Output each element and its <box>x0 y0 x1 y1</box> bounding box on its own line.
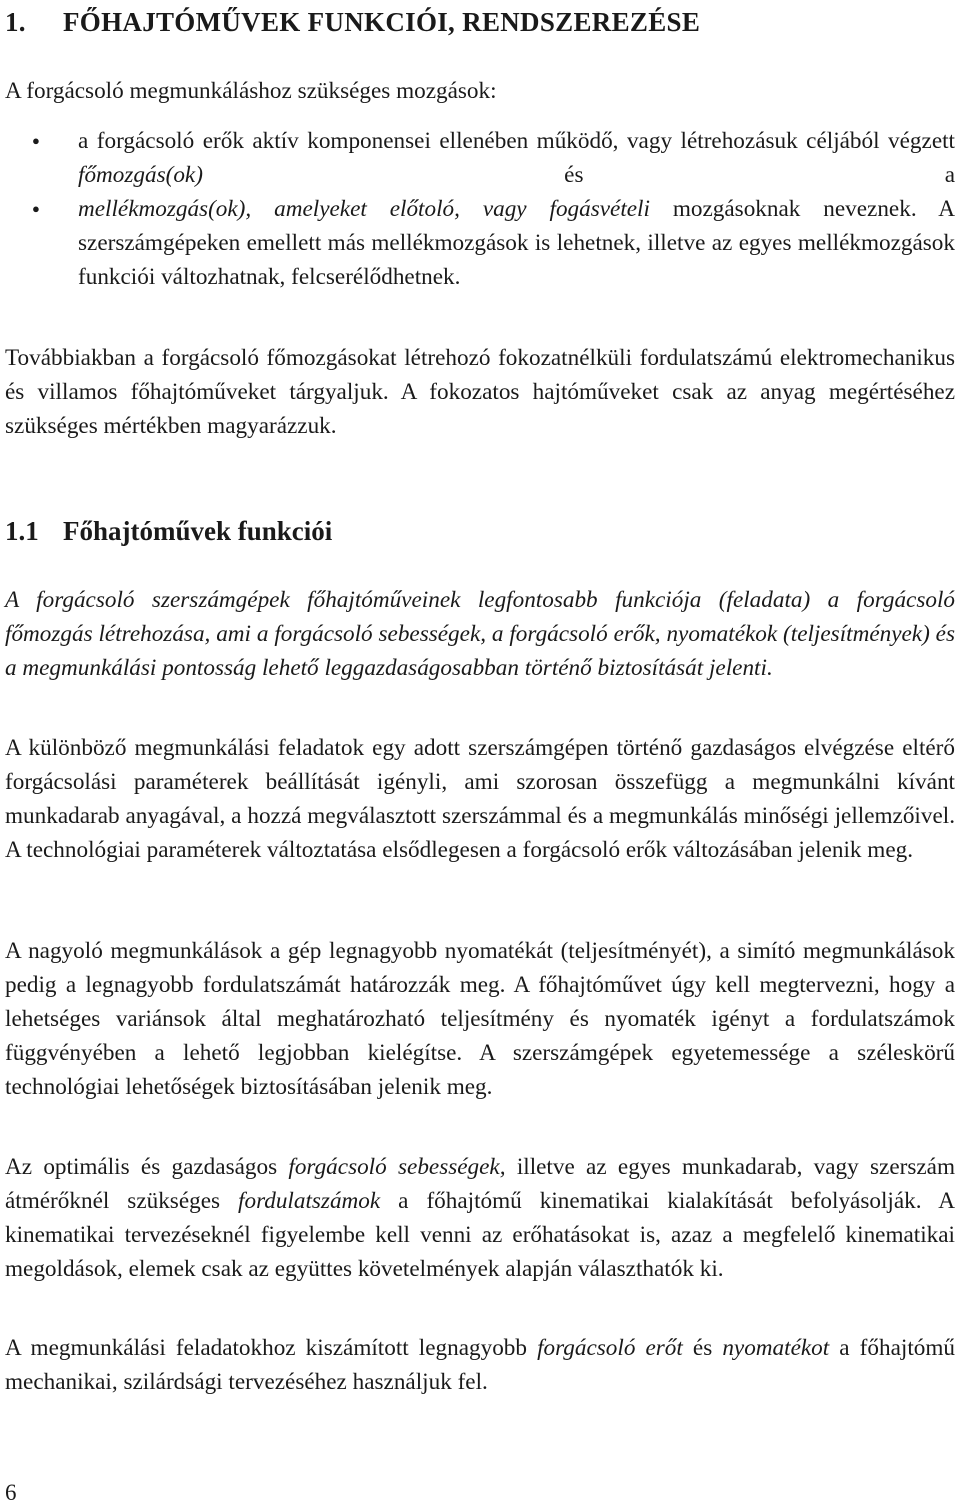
paragraph-kinematics: Az optimális és gazdaságos forgácsoló sebességek, illetve az egyes munkadarab, vagy szerszám átmérőknél szükséges fordulatszámok a főhajtómű kinematikai kialakítását befolyásolják. A kinematikai tervezéseknél figyelembe kell venni az erőhatásokat is, azaz a megfelelő kinematikai megoldások, elemek csak az együttes követelmények alapján választhatók ki. <box>5 1154 955 1282</box>
chapter-number: 1. <box>5 7 26 37</box>
paragraph-function: A forgácsoló szerszámgépek főhajtóműveinek legfontosabb funkciója (feladata) a forgácsoló főmozgás létrehozása, ami a forgácsoló sebességek, a forgácsoló erők, nyomatékok (teljesítmények) és a megmunkálási pontosság lehető leggazdaságosabban történő biztosítását jelenti. <box>5 587 955 681</box>
section-heading <box>5 513 332 549</box>
list-item-secondary-motion: ● mellékmozgás(ok), amelyeket előtoló, vagy fogásvételi mozgásoknak neveznek. A szerszámgépeken emellett más mellékmozgások is lehetnek, illetve az egyes mellékmozgások funkciói változhatnak, felcserélődhetnek. <box>5 192 955 294</box>
paragraph-strength: A megmunkálási feladatokhoz kiszámított legnagyobb forgácsoló erőt és nyomatékot a főhajtómű mechanikai, szilárdsági tervezéséhez használjuk fel. <box>5 1335 955 1395</box>
list-item-main-motion: ● a forgácsoló erők aktív komponensei ellenében működő, vagy létrehozásuk céljából végzett főmozgás(ok) és a <box>5 124 955 192</box>
chapter-heading <box>5 4 700 40</box>
paragraph-parameters: A különböző megmunkálási feladatok egy adott szerszámgépen történő gazdaságos elvégzése eltérő forgácsolási paraméterek beállítását igényli, ami szorosan összefügg a megmunkálni kívánt munkadarab anyagával, a hozzá megválasztott szerszámmal és a megmunkálás minőségi jellemzőivel. A technológiai paraméterek változtatása elsődlegesen a forgácsoló erők változásában jelenik meg. <box>5 735 955 863</box>
intro-text: A forgácsoló megmunkáláshoz szükséges mozgások: <box>5 78 497 104</box>
section-title: Főhajtóművek funkciói <box>63 516 333 546</box>
paragraph-design: A nagyoló megmunkálások a gép legnagyobb nyomatékát (teljesítményét), a simító megmunkálások pedig a legnagyobb fordulatszámát határozzák meg. A főhajtóművet úgy kell megtervezni, hogy a lehetséges variánsok által meghatározható teljesítmény és nyomaték igényt a fordulatszámok függvényében a lehető legjobban kielégítse. A szerszámgépek egyetemessége a széleskörű technológiai lehetőségek biztosításában jelenik meg. <box>5 938 955 1100</box>
section-number: 1.1 <box>5 516 39 546</box>
chapter-title: FŐHAJTÓMŰVEK FUNKCIÓI, RENDSZEREZÉSE <box>63 7 701 37</box>
paragraph-scope: Továbbiakban a forgácsoló főmozgásokat létrehozó fokozatnélküli fordulatszámú elektromechanikus és villamos főhajtóműveket tárgyaljuk. A fokozatos hajtóműveket csak az anyag megértéséhez szükséges mértékben magyarázzuk. <box>5 345 955 439</box>
motion-list <box>5 124 955 294</box>
page-number: 6 <box>5 1480 17 1505</box>
